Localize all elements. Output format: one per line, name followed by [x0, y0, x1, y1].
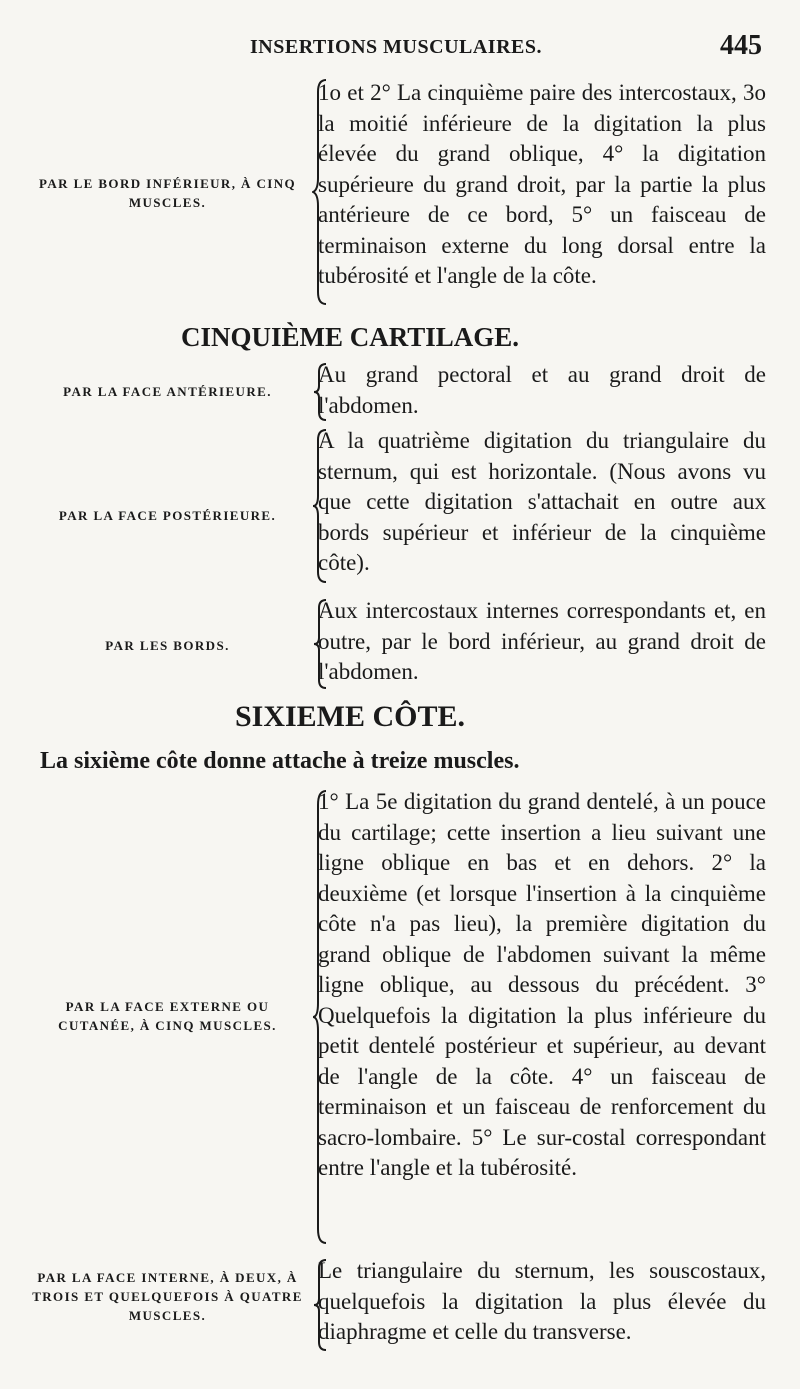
entry-label: PAR LA FACE INTERNE, À DEUX, À TROIS ET QUELQUEFOIS À QUATRE MUSCLES.	[32, 1270, 303, 1323]
entry-text: A la quatrième digitation du triangulaire du sternum, qui est horizontale. (Nous avons vu que cette digitation s'attachait en outre aux bords supérieur et inférieur de la cinquième côte).	[318, 428, 766, 575]
entry-label: PAR LA FACE ANTÉRIEURE.	[63, 384, 272, 399]
page-number: 445	[720, 30, 762, 61]
entry-label: PAR LA FACE EXTERNE OU CUTANÉE, À CINQ MUSCLES.	[58, 999, 277, 1033]
entry-label: PAR LES BORDS.	[105, 638, 230, 653]
entry-label: PAR LE BORD INFÉRIEUR, À CINQ MUSCLES.	[38, 176, 297, 210]
entry-rib6-internal	[30, 1256, 772, 1356]
section-intro: La sixième côte donne attache à treize muscles.	[40, 748, 520, 774]
entry-text: Aux intercostaux internes correspondants et, en outre, par le bord inférieur, au grand droit de l'abdomen.	[318, 598, 766, 684]
running-head: INSERTIONS MUSCULAIRES.	[250, 36, 542, 58]
entry-text: 1° La 5e digitation du grand dentelé, à un pouce du cartilage; cette insertion a lieu suivant une ligne oblique en bas et en dehors. 2° la deuxième (et lorsque l'insertion à la cinquième côte n'a pas lieu), la première digitation du grand oblique de l'abdomen suivant la même ligne oblique, au dessous du précédent. 3° Quelquefois la digitation la plus inférieure du petit dentelé postérieur et supérieur, au devant de l'angle de la côte. 4° un faisceau de terminaison et un faisceau de renforcement du sacro-lombaire. 5° Le sur-costal correspondant entre l'angle et la tubérosité.	[318, 789, 766, 1180]
entry-cartilage-anterior	[30, 360, 772, 424]
entry-text: 1o et 2° La cinquième paire des intercostaux, 3o la moitié inférieure de la digitation la plus élevée du grand oblique, 4° la digitation supérieure du grand droit, par la partie la plus antérieure de ce bord, 5° un faisceau de terminaison externe du long dorsal entre la tubérosité et l'angle de la côte.	[318, 80, 766, 288]
entry-text: Le triangulaire du sternum, les souscostaux, quelquefois la digitation la plus élevée du diaphragme et celle du transverse.	[318, 1258, 766, 1344]
entry-cartilage-borders	[30, 596, 772, 692]
entry-rib5-lower-border	[30, 78, 772, 308]
section-heading-cartilage: CINQUIÈME CARTILAGE.	[180, 322, 520, 352]
entry-label: PAR LA FACE POSTÉRIEURE.	[58, 508, 277, 523]
entry-text: Au grand pectoral et au grand droit de l'abdomen.	[318, 362, 766, 418]
section-heading-rib: SIXIEME CÔTE.	[234, 700, 466, 733]
entry-rib6-external	[30, 787, 772, 1247]
entry-cartilage-posterior	[30, 426, 772, 586]
page-header	[40, 30, 762, 70]
